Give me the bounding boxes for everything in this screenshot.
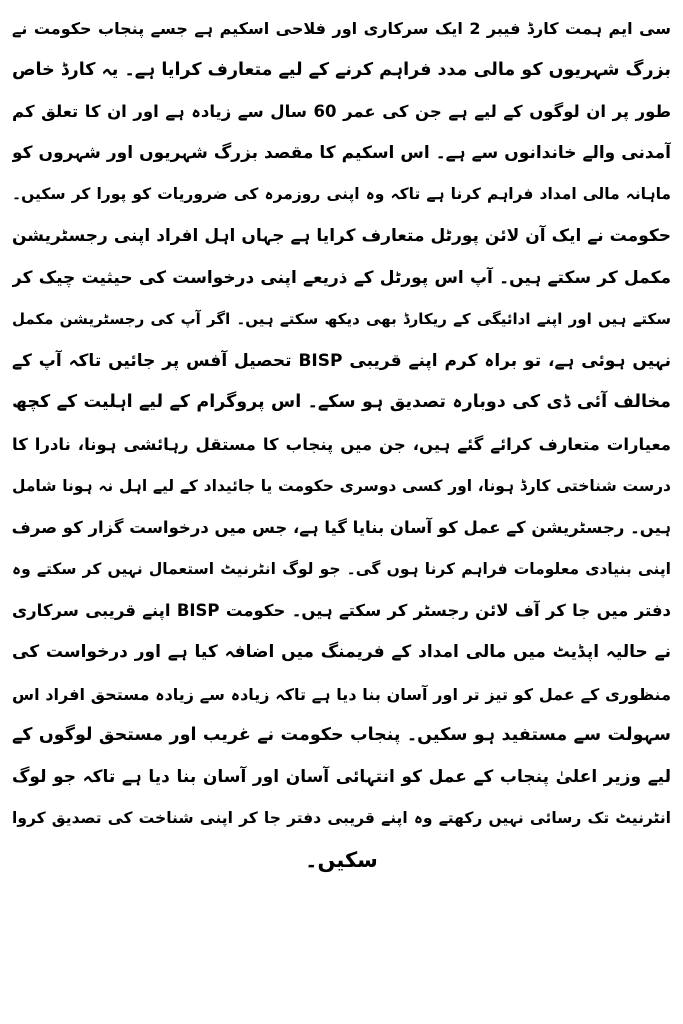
article-line: سی ایم ہمت کارڈ فیبر 2 ایک سرکاری اور فلاحی اسکیم ہے جسے پنجاب حکومت نے: [12, 19, 671, 38]
article-line: مخالف آئی ڈی کی دوبارہ تصدیق ہو سکے۔ اس پروگرام کے لیے اہلیت کے کچھ: [12, 392, 671, 413]
article-line: معیارات متعارف کرائے گئے ہیں، جن میں پنجاب کا مستقل رہائشی ہونا، نادرا کا: [12, 434, 671, 454]
article-line-last: سکیں۔: [305, 847, 378, 872]
article-line: سہولت سے مستفید ہو سکیں۔ پنجاب حکومت نے غریب اور مستحق لوگوں کے: [12, 725, 671, 746]
article-line: نے حالیہ اپڈیٹ میں مالی امداد کے فریمنگ میں اضافہ کیا ہے اور درخواست کی: [12, 641, 671, 662]
article-line: ہیں۔ رجسٹریشن کے عمل کو آسان بنایا گیا ہے، جس میں درخواست گزار کو صرف: [12, 518, 671, 538]
article-line: لیے وزیر اعلیٰ پنجاب کے عمل کو انتہائی آسان اور آسان بنا دیا ہے تاکہ جو لوگ: [12, 766, 671, 787]
article-body: [12, 8, 671, 881]
article-line: مکمل کر سکتے ہیں۔ آپ اس پورٹل کے ذریعے اپنی درخواست کی حیثیت چیک کر: [12, 267, 671, 288]
article-line: طور پر ان لوگوں کے لیے ہے جن کی عمر 60 سال سے زیادہ ہے اور ان کا تعلق کم: [12, 102, 671, 122]
article-line: نہیں ہوئی ہے، تو براہ کرم اپنے قریبی BISP تحصیل آفس پر جائیں تاکہ آپ کے: [12, 350, 671, 371]
article-line: حکومت نے ایک آن لائن پورٹل متعارف کرایا ہے جہاں اہل افراد اپنی رجسٹریشن: [12, 225, 671, 246]
article-line: اپنی بنیادی معلومات فراہم کرنا ہوں گی۔ جو لوگ انٹرنیٹ استعمال نہیں کر سکتے وہ: [12, 559, 671, 578]
article-line: آمدنی والے خاندانوں سے ہے۔ اس اسکیم کا مقصد بزرگ شہریوں اور شہروں کو: [12, 142, 671, 163]
article-line: ماہانہ مالی امداد فراہم کرنا ہے تاکہ وہ اپنی روزمرہ کی ضروریات کو پورا کر سکیں۔: [12, 185, 671, 204]
article-line: دفتر میں جا کر آف لائن رجسٹر کر سکتے ہیں۔ حکومت BISP اپنے قریبی سرکاری: [12, 601, 671, 621]
article-line: انٹرنیٹ تک رسائی نہیں رکھتے وہ اپنے قریبی دفتر جا کر اپنی شناخت کی تصدیق کروا: [12, 809, 671, 828]
article-line: منظوری کے عمل کو تیز تر اور آسان بنا دیا ہے تاکہ زیادہ سے زیادہ مستحق افراد اس: [12, 684, 671, 704]
article-line: بزرگ شہریوں کو مالی مدد فراہم کرنے کے لیے متعارف کرایا ہے۔ یہ کارڈ خاص: [12, 59, 671, 80]
article-line: درست شناختی کارڈ ہونا، اور کسی دوسری حکومت یا جائیداد کے لیے اہل نہ ہونا شامل: [12, 476, 671, 495]
article-line: سکتے ہیں اور اپنے ادائیگی کے ریکارڈ بھی دیکھ سکتے ہیں۔ اگر آپ کی رجسٹریشن مکمل: [12, 310, 671, 329]
